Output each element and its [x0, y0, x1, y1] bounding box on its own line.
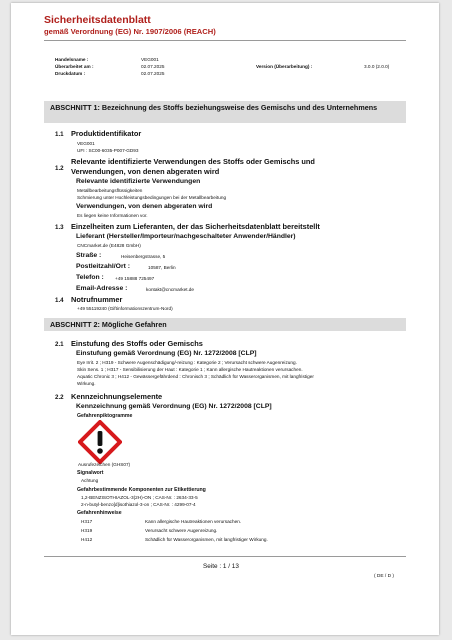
s13-number: 1.3	[55, 224, 64, 231]
meta-version: 3.0.0 (2.0.0)	[364, 64, 390, 69]
hazard-statements-label: Gefahrenhinweise	[77, 510, 122, 516]
page-number: Seite : 1 / 13	[203, 563, 239, 570]
s11-product: VEG001	[77, 141, 95, 146]
s13-plz-label: Postleitzahl/Ort :	[76, 263, 131, 270]
ghs07-exclamation-icon	[78, 420, 122, 464]
s21-title: Einstufung des Stoffs oder Gemischs	[71, 339, 203, 348]
language-code: ( DE / D )	[374, 574, 394, 579]
s21-clp-heading: Einstufung gemäß Verordnung (EG) Nr. 1272/2008 [CLP]	[76, 350, 257, 357]
s21-class-aquatic-cont: Wirkung.	[77, 381, 96, 386]
s12-title-line1: Relevante identifizierte Verwendungen des Stoffs oder Gemischs und	[71, 157, 315, 166]
s12-advised-against-text: Es liegen keine Informationen vor.	[77, 213, 148, 218]
s13-strasse-label: Straße :	[76, 252, 102, 259]
s12-number: 1.2	[55, 165, 64, 172]
signalwort-label: Signalwort	[77, 470, 104, 476]
document-subtitle: gemäß Verordnung (EG) Nr. 1907/2006 (REACH)	[44, 27, 216, 36]
s14-title: Notrufnummer	[71, 295, 123, 304]
h412-code: H412	[81, 537, 93, 542]
s22-number: 2.2	[55, 394, 64, 401]
s21-class-aquatic: Aquatic Chronic 3 ; H412 - Gewässergefährdend : Chronisch 3 ; Schädlich für Wasserorganismen, mit langfristiger	[77, 374, 314, 379]
s13-telefon: +49 15888 725497	[115, 276, 155, 281]
pictogram-caption: Ausrufezeichen (GHS07)	[78, 462, 131, 467]
h317-code: H317	[81, 519, 93, 524]
s12-identified-uses-heading: Relevante identifizierte Verwendungen	[76, 178, 201, 185]
meta-ueberarbeitet-label: Überarbeitet am :	[55, 64, 94, 69]
meta-ueberarbeitet: 02.07.2025	[141, 64, 165, 69]
s14-emergency-number: +49 55119240 (Giftinformationszentrum-Nord)	[77, 306, 173, 311]
s11-ufi: UFI : SC00-6035-P007-GD93	[77, 148, 139, 153]
s22-clp-heading: Kennzeichnung gemäß Verordnung (EG) Nr. 1272/2008 [CLP]	[76, 403, 272, 410]
meta-druckdatum-label: Druckdatum :	[55, 71, 86, 76]
s12-advised-against-heading: Verwendungen, von denen abgeraten wird	[76, 203, 213, 210]
signalwort-value: Achtung	[81, 478, 99, 483]
s11-number: 1.1	[55, 131, 64, 138]
component-2: 2-n-butyl-benzo[d]isothiazol-3-on ; CAS-Nr. : 4299-07-4	[81, 502, 196, 507]
h412-text: Schädlich für Wasserorganismen, mit langfristiger Wirkung.	[145, 537, 268, 542]
s13-plz: 10587, Berlin	[148, 265, 176, 270]
s13-supplier-heading: Lieferant (Hersteller/Importeur/nachgeschalteter Anwender/Händler)	[76, 233, 296, 240]
section-2-header: ABSCHNITT 2: Mögliche Gefahren	[44, 318, 406, 331]
s13-title: Einzelheiten zum Lieferanten, der das Sicherheitsdatenblatt bereitstellt	[71, 222, 320, 231]
meta-handelsname-label: Handelsname :	[55, 57, 89, 62]
section-1-header: ABSCHNITT 1: Bezeichnung des Stoffs beziehungsweise des Gemischs und des Unternehmens	[44, 101, 406, 123]
s21-class-skin: Skin Sens. 1 ; H317 - Sensibilisierung der Haut : Kategorie 1 ; Kann allergische Hautreaktionen verursachen.	[77, 367, 303, 372]
s12-use-2: Schmierung unter Hochleistungsbedingungen bei der Metallbearbeitung	[77, 195, 227, 200]
pictogram-label: Gefahrenpiktogramme	[77, 413, 133, 419]
meta-druckdatum: 02.07.2025	[141, 71, 165, 76]
h319-code: H319	[81, 528, 93, 533]
s12-title-line2: Verwendungen, von denen abgeraten wird	[71, 167, 220, 176]
component-1: 1,2-BENZISOTHIAZOL-3(2H)-ON ; CAS-Nr. : 2634-33-5	[81, 495, 198, 500]
meta-version-label: Version (Überarbeitung) :	[256, 64, 313, 69]
s22-title: Kennzeichnungselemente	[71, 392, 163, 401]
components-label: Gefahrbestimmende Komponenten zur Etikettierung	[77, 487, 206, 493]
s13-company: CNCmarket.de (E4828 GmbH)	[77, 243, 141, 248]
footer-rule	[44, 556, 406, 557]
header-rule	[44, 40, 406, 41]
s13-strasse: Heisenbergstrasse, 5	[121, 254, 166, 259]
s21-number: 2.1	[55, 341, 64, 348]
s13-email[interactable]: kontakt@cncmarket.de	[146, 287, 195, 292]
s12-use-1: Metallbearbeitungsflüssigkeiten	[77, 188, 143, 193]
s11-title: Produktidentifikator	[71, 129, 142, 138]
meta-handelsname: VEG001	[141, 57, 159, 62]
s21-class-eye: Eye Irrit. 2 ; H319 - Schwere Augenschädigung/-reizung : Kategorie 2 ; Verursacht schwere Augenreizung.	[77, 360, 297, 365]
s13-email-label: Email-Adresse :	[76, 285, 128, 292]
h319-text: Verursacht schwere Augenreizung.	[145, 528, 218, 533]
s14-number: 1.4	[55, 297, 64, 304]
document-title: Sicherheitsdatenblatt	[44, 14, 151, 26]
h317-text: Kann allergische Hautreaktionen verursachen.	[145, 519, 242, 524]
s13-telefon-label: Telefon :	[76, 274, 104, 281]
